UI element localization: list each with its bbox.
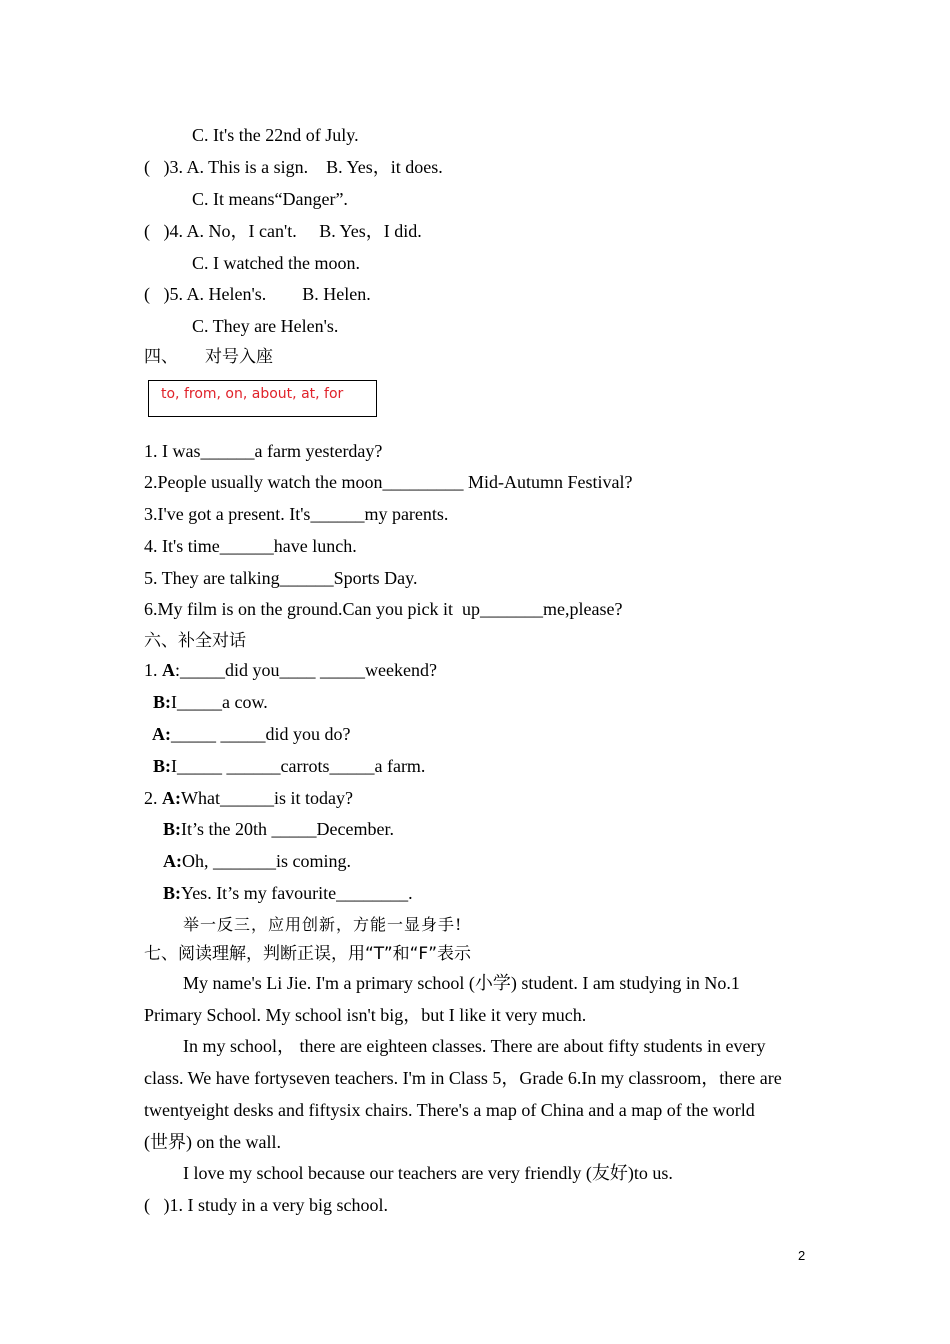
word-bank-text: to, from, on, about, at, for xyxy=(161,386,344,402)
section4-heading: 四、 对号入座 xyxy=(144,347,274,367)
dialogue1-line1 xyxy=(144,659,437,681)
dialogue-text: What______is it today? xyxy=(181,788,353,808)
passage-p2-line1: In my school， there are eighteen classes. There are about fifty students in every xyxy=(183,1036,766,1056)
passage-p2-line3: twentyeight desks and fiftysix chairs. There's a map of China and a map of the world xyxy=(144,1100,755,1120)
dialogue2-line1 xyxy=(144,787,353,809)
fill-item-1: 1. I was______a farm yesterday? xyxy=(144,441,383,461)
speaker-label: A: xyxy=(163,851,182,871)
speaker-label: A xyxy=(162,660,175,680)
dialogue-text: :_____did you____ _____weekend? xyxy=(175,660,437,680)
fill-item-6: 6.My film is on the ground.Can you pick it up_______me,please? xyxy=(144,599,623,619)
q2-option-c: C. It's the 22nd of July. xyxy=(192,125,359,145)
dialogue2-line4 xyxy=(163,882,413,904)
q3-options: ( )3. A. This is a sign. B. Yes，it does. xyxy=(144,157,443,177)
fill-item-3: 3.I've got a present. It's______my parents. xyxy=(144,504,449,524)
dialogue2-line2 xyxy=(163,818,394,840)
section7-heading: 七、阅读理解，判断正误，用“T”和“F”表示 xyxy=(144,944,472,964)
speaker-label: A: xyxy=(162,788,181,808)
q3-option-c: C. It means“Danger”. xyxy=(192,189,348,209)
passage-p1-line1: My name's Li Jie. I'm a primary school (小学) student. I am studying in No.1 xyxy=(183,973,740,993)
dialogue-text: _____ _____did you do? xyxy=(171,724,351,744)
speaker-label: B: xyxy=(163,819,181,839)
speaker-label: A: xyxy=(152,724,171,744)
motto: 举一反三，应用创新，方能一显身手! xyxy=(183,915,463,934)
dialogue-text: Yes. It’s my favourite________. xyxy=(181,883,413,903)
q4-options: ( )4. A. No，I can't. B. Yes，I did. xyxy=(144,221,422,241)
passage-p2-line2: class. We have fortyseven teachers. I'm in Class 5，Grade 6.In my classroom，there are xyxy=(144,1068,782,1088)
passage-p1-line2: Primary School. My school isn't big，but I like it very much. xyxy=(144,1005,587,1025)
fill-item-4: 4. It's time______have lunch. xyxy=(144,536,357,556)
fill-item-5: 5. They are talking______Sports Day. xyxy=(144,568,418,588)
speaker-label: B: xyxy=(163,883,181,903)
dialogue1-line4 xyxy=(153,755,425,777)
dialogue2-line3 xyxy=(163,850,351,872)
section6-heading: 六、补全对话 xyxy=(144,631,246,651)
dialogue-text: Oh, _______is coming. xyxy=(182,851,351,871)
dialogue1-line2 xyxy=(153,691,268,713)
page-number: 2 xyxy=(798,1248,806,1263)
q5-option-c: C. They are Helen's. xyxy=(192,316,339,336)
dialogue-text: I_____a cow. xyxy=(171,692,268,712)
reading-question-1: ( )1. I study in a very big school. xyxy=(144,1195,388,1215)
dialogue-text: It’s the 20th _____December. xyxy=(181,819,394,839)
speaker-label: B: xyxy=(153,756,171,776)
speaker-label: B: xyxy=(153,692,171,712)
passage-p3-line1: I love my school because our teachers are very friendly (友好)to us. xyxy=(183,1163,673,1183)
dialogue1-line3 xyxy=(152,723,351,745)
fill-item-2: 2.People usually watch the moon_________ Mid-Autumn Festival? xyxy=(144,472,633,492)
q4-option-c: C. I watched the moon. xyxy=(192,253,360,273)
word-bank-box xyxy=(148,380,377,417)
dialogue-number: 2. xyxy=(144,788,162,808)
dialogue-text: I_____ ______carrots_____a farm. xyxy=(171,756,426,776)
q5-options: ( )5. A. Helen's. B. Helen. xyxy=(144,284,371,304)
passage-p2-line4: (世界) on the wall. xyxy=(144,1132,281,1152)
dialogue-number: 1. xyxy=(144,660,162,680)
